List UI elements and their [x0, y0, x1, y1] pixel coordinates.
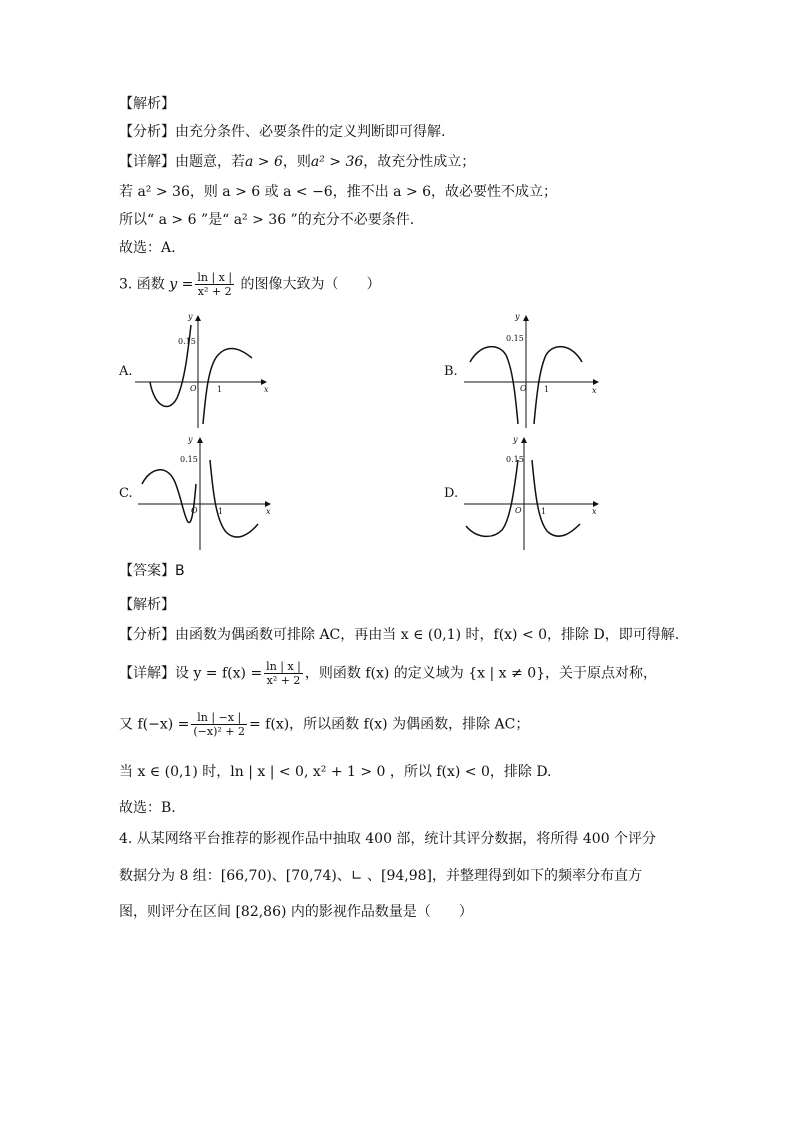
- q3-xiangjie-text-1: 设 y = f(x) =: [175, 665, 263, 682]
- q3-you-frac-den: (−x)² + 2: [193, 725, 245, 738]
- conclusion-line: 所以“ a > 6 ”是“ a² > 36 ”的充分不必要条件.: [119, 212, 415, 228]
- option-c-label: C.: [119, 486, 133, 501]
- curve-right: [203, 348, 252, 424]
- xiangjie-text-1: 由题意，若: [175, 154, 245, 170]
- curve-left: [470, 347, 518, 424]
- answer-line: 故选：A.: [119, 240, 176, 256]
- y-axis-label: y: [515, 312, 520, 321]
- fenxi-line: [119, 122, 445, 142]
- q3-fraction: [195, 271, 234, 298]
- q3-xiangjie-frac-num: ln | x |: [266, 660, 301, 673]
- curve-left: [466, 460, 518, 536]
- xiangjie-line: [119, 152, 475, 172]
- q3-fenxi-tag: 【分析】: [119, 627, 175, 643]
- q3-you-line: [119, 711, 529, 738]
- origin-label: O: [520, 384, 527, 393]
- q3-xiangjie-tag: 【详解】: [119, 665, 175, 682]
- q3-xiangjie-text-2: ，则函数 f(x) 的定义域为 {x | x ≠ 0}，关于原点对称，: [304, 665, 658, 682]
- jiexi-heading: 【解析】: [119, 96, 175, 112]
- q3-dang-line: 当 x ∈ (0,1) 时，ln | x | < 0, x² + 1 > 0 ，所以 f(x) < 0，排除 D.: [119, 764, 552, 780]
- x-axis-label: x: [592, 507, 597, 516]
- y-axis-label: y: [188, 312, 193, 321]
- q3-fenxi-line: [119, 625, 679, 645]
- y-axis-label: y: [188, 435, 193, 444]
- option-c-graph: [130, 432, 275, 552]
- fenxi-tag: 【分析】: [119, 124, 175, 140]
- x-axis-label: x: [592, 386, 597, 395]
- q3-xiangjie-frac-den: x² + 2: [266, 674, 301, 687]
- q3-stem: [119, 271, 381, 298]
- q4-line-3: 图，则评分在区间 [82,86) 内的影视作品数量是（ ）: [119, 904, 473, 920]
- q3-you-text-2: = f(x)，所以函数 f(x) 为偶函数，排除 AC；: [249, 716, 530, 733]
- necessity-line: 若 a² > 36，则 a > 6 或 a < −6，推不出 a > 6，故必要性不成立；: [119, 184, 558, 200]
- tick-label-1: 1: [218, 507, 224, 516]
- xiangjie-text-3: ，则: [282, 154, 311, 170]
- curve-left: [142, 470, 196, 523]
- q3-you-frac-num: ln | −x |: [191, 711, 247, 725]
- q3-answer-line: 故选：B.: [119, 800, 176, 816]
- origin-label: O: [515, 506, 522, 515]
- q3-frac-den: x² + 2: [197, 285, 232, 298]
- curve-right: [534, 347, 582, 424]
- x-axis-label: x: [264, 385, 269, 394]
- q4-line-1: 4. 从某网络平台推荐的影视作品中抽取 400 部，统计其评分数据，将所得 400 个评分: [119, 831, 657, 847]
- q3-fenxi-text: 由函数为偶函数可排除 AC，再由当 x ∈ (0,1) 时，f(x) < 0，排除 D，即可得解.: [175, 627, 680, 643]
- q3-jiexi-heading: 【解析】: [119, 597, 175, 613]
- option-a-label: A.: [119, 364, 133, 379]
- q4-line-2: 数据分为 8 组：[66,70)、[70,74)、∟ 、[94,98]，并整理得到如下的频率分布直方: [119, 868, 642, 884]
- option-b-graph: [462, 310, 607, 430]
- x-axis-label: x: [266, 507, 271, 516]
- q3-you-text-1: 又 f(−x) =: [119, 716, 190, 733]
- option-d-graph: [462, 432, 607, 552]
- y-axis-label: y: [513, 435, 518, 444]
- daan-line: 【答案】B: [119, 563, 185, 579]
- curve-right: [532, 460, 580, 536]
- y-tick-label: 0.15: [178, 337, 196, 346]
- math-a2-gt-36: a² > 36: [310, 154, 364, 170]
- fenxi-text: 由充分条件、必要条件的定义判断即可得解.: [175, 124, 446, 140]
- tick-label-1: 1: [541, 507, 547, 516]
- q3-stem-tail: 的图像大致为（ ）: [236, 276, 381, 293]
- xiangjie-tag: 【详解】: [119, 154, 175, 170]
- option-b-label: B.: [444, 364, 458, 379]
- tick-label-1: 1: [544, 385, 550, 394]
- y-tick-label: 0.15: [506, 334, 524, 343]
- q3-xiangjie-fraction: [264, 660, 303, 687]
- q3-stem-text: 3. 函数: [119, 276, 170, 293]
- q3-you-fraction: [191, 711, 247, 738]
- q3-stem-y: y =: [169, 276, 194, 293]
- option-d-label: D.: [444, 486, 459, 501]
- xiangjie-text-5: ，故充分性成立；: [363, 154, 476, 170]
- q3-frac-num: ln | x |: [197, 271, 233, 284]
- math-a-gt-6: a > 6: [245, 154, 283, 170]
- option-a-graph: [130, 310, 275, 430]
- tick-label-1: 1: [217, 385, 223, 394]
- y-tick-label: 0.15: [506, 455, 524, 464]
- y-tick-label: 0.15: [180, 455, 198, 464]
- curve-right: [210, 460, 258, 537]
- origin-label: O: [190, 384, 197, 393]
- origin-label: O: [191, 506, 198, 515]
- q3-xiangjie-line: [119, 660, 657, 687]
